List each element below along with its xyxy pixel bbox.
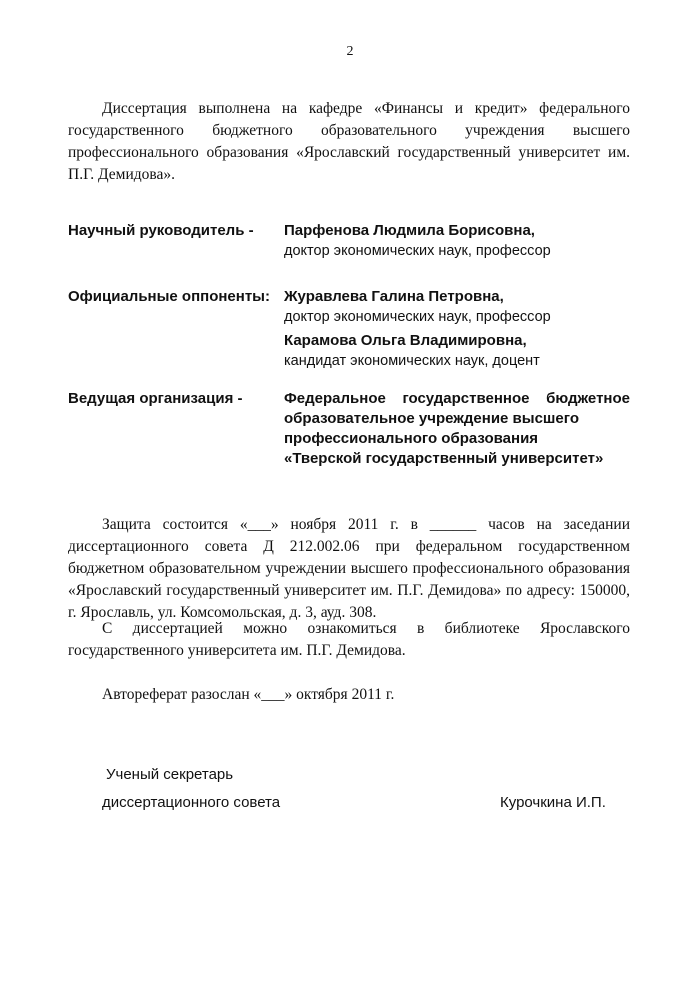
- secretary-name: Курочкина И.П.: [500, 794, 606, 811]
- secretary-council: диссертационного совета: [102, 794, 281, 811]
- lead-org-label: Ведущая организация -: [68, 390, 243, 407]
- mailed-date: Автореферат разослан «___» октября 2011 г.: [102, 686, 395, 703]
- page-number: 2: [346, 44, 354, 59]
- intro-paragraph: Диссертация выполнена на кафедре «Финансы и кредит» федерального государственного бюджетного образовательного учреждения высшего профессионального образования «Ярославский государственный университет им. П.Г. Демидова».: [68, 100, 630, 183]
- opponent-name: Карамова Ольга Владимировна,: [284, 332, 527, 349]
- opponents-label: Официальные оппоненты:: [68, 288, 270, 305]
- library-paragraph: С диссертацией можно ознакомиться в библиотеке Ярославского государственного университета им. П.Г. Демидова.: [68, 620, 630, 659]
- lead-org-line: профессионального образования: [284, 430, 539, 447]
- supervisor-label: Научный руководитель -: [68, 222, 254, 239]
- opponent-name: Журавлева Галина Петровна,: [284, 288, 504, 305]
- lead-org-block: [284, 389, 630, 469]
- opponent-1-block: [284, 287, 630, 327]
- lead-org-line: Федеральное государственное бюджетное: [284, 390, 630, 407]
- lead-org-line: образовательное учреждение высшего: [284, 410, 579, 427]
- supervisor-name: Парфенова Людмила Борисовна,: [284, 222, 535, 239]
- secretary-title: Ученый секретарь: [106, 766, 234, 783]
- supervisor-block: [284, 221, 630, 261]
- opponent-credentials: доктор экономических наук, профессор: [284, 309, 551, 325]
- lead-org-line: «Тверской государственный университет»: [284, 450, 604, 467]
- supervisor-credentials: доктор экономических наук, профессор: [284, 243, 551, 259]
- opponent-credentials: кандидат экономических наук, доцент: [284, 353, 540, 369]
- defense-paragraph: Защита состоится «___» ноября 2011 г. в ______ часов на заседании диссертационного совета Д 212.002.06 при федеральном государственном бюджетном образовательном учреждении высшего профессионального образования «Ярославский государственный университет им. П.Г. Демидова» по адресу: 150000, г. Ярославль, ул. Комсомольская, д. 3, ауд. 308.: [68, 516, 630, 621]
- opponent-2-block: [284, 331, 630, 371]
